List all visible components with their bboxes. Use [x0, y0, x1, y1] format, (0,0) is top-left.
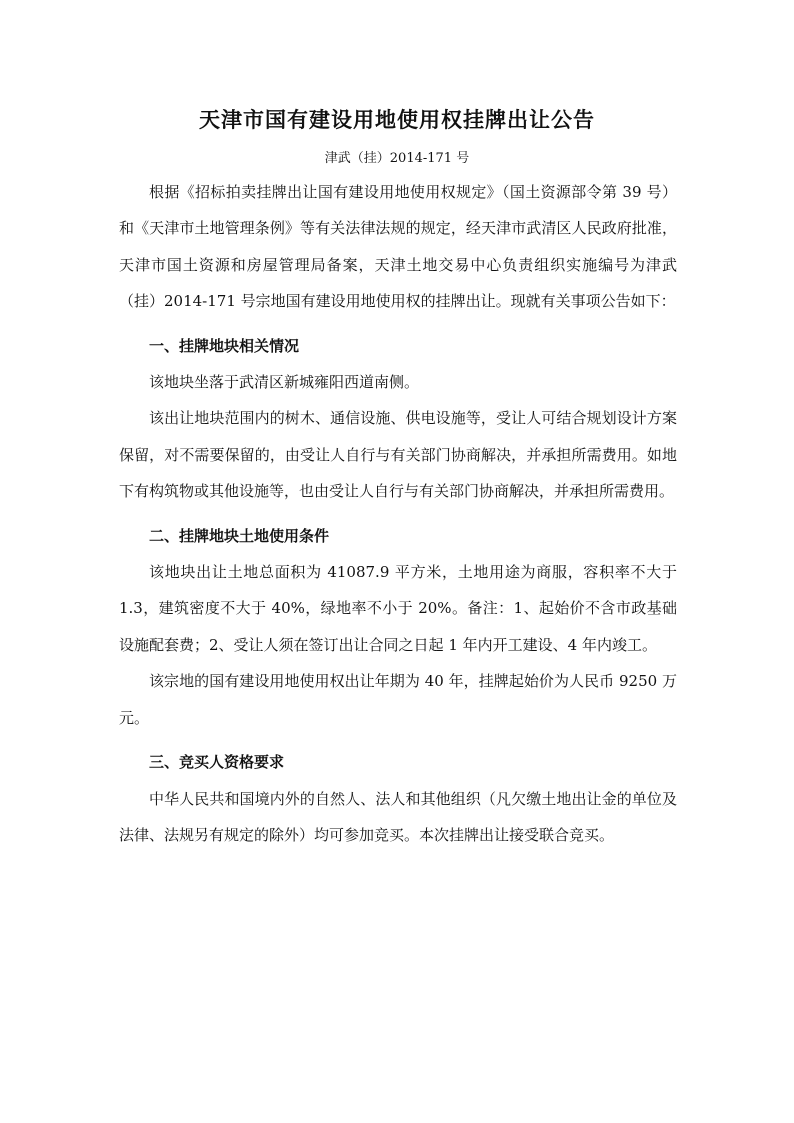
intro-paragraph: 根据《招标拍卖挂牌出让国有建设用地使用权规定》（国土资源部令第 39 号）和《天津市土地管理条例》等有关法律法规的规定，经天津市武清区人民政府批准，天津市国土资源和房屋管理局备案，天津土地交易中心负责组织实施编号为津武（挂）2014-171 号宗地国有建设用地使用权的挂牌出让。现就有关事项公告如下： [119, 183, 677, 311]
document-title: 天津市国有建设用地使用权挂牌出让公告 [199, 107, 595, 132]
spacer [119, 736, 677, 744]
document-body [119, 174, 677, 853]
section-3-paragraph-1: 中华人民共和国境内外的自然人、法人和其他组织（凡欠缴土地出让金的单位及法律、法规另有规定的除外）均可参加竞买。本次挂牌出让接受联合竞买。 [119, 789, 677, 844]
section-1-paragraph-2: 该出让地块范围内的树木、通信设施、供电设施等，受让人可结合规划设计方案保留，对不需要保留的，由受让人自行与有关部门协商解决，并承担所需费用。如地下有构筑物或其他设施等，也由受让人自行与有关部门协商解决，并承担所需费用。 [119, 409, 677, 501]
section-heading-2: 二、挂牌地块土地使用条件 [149, 526, 330, 545]
section-heading-3: 三、竞买人资格要求 [149, 753, 285, 772]
section-2-paragraph-2: 该宗地的国有建设用地使用权出让年期为 40 年，挂牌起始价为人民币 9250 万元。 [119, 672, 677, 727]
document-number: 津武（挂）2014-171 号 [324, 151, 470, 166]
spacer [119, 320, 677, 328]
section-2-paragraph-1: 该地块出让土地总面积为 41087.9 平方米，土地用途为商服，容积率不大于 1.3，建筑密度不大于 40%，绿地率不小于 20%。备注：1、起始价不含市政基础设施配套费；2、受让人须在签订出让合同之日起 1 年内开工建设、4 年内竣工。 [119, 563, 677, 654]
spacer [119, 510, 677, 518]
section-1-paragraph-1: 该地块坐落于武清区新城雍阳西道南侧。 [149, 373, 420, 392]
section-heading-1: 一、挂牌地块相关情况 [149, 336, 300, 355]
